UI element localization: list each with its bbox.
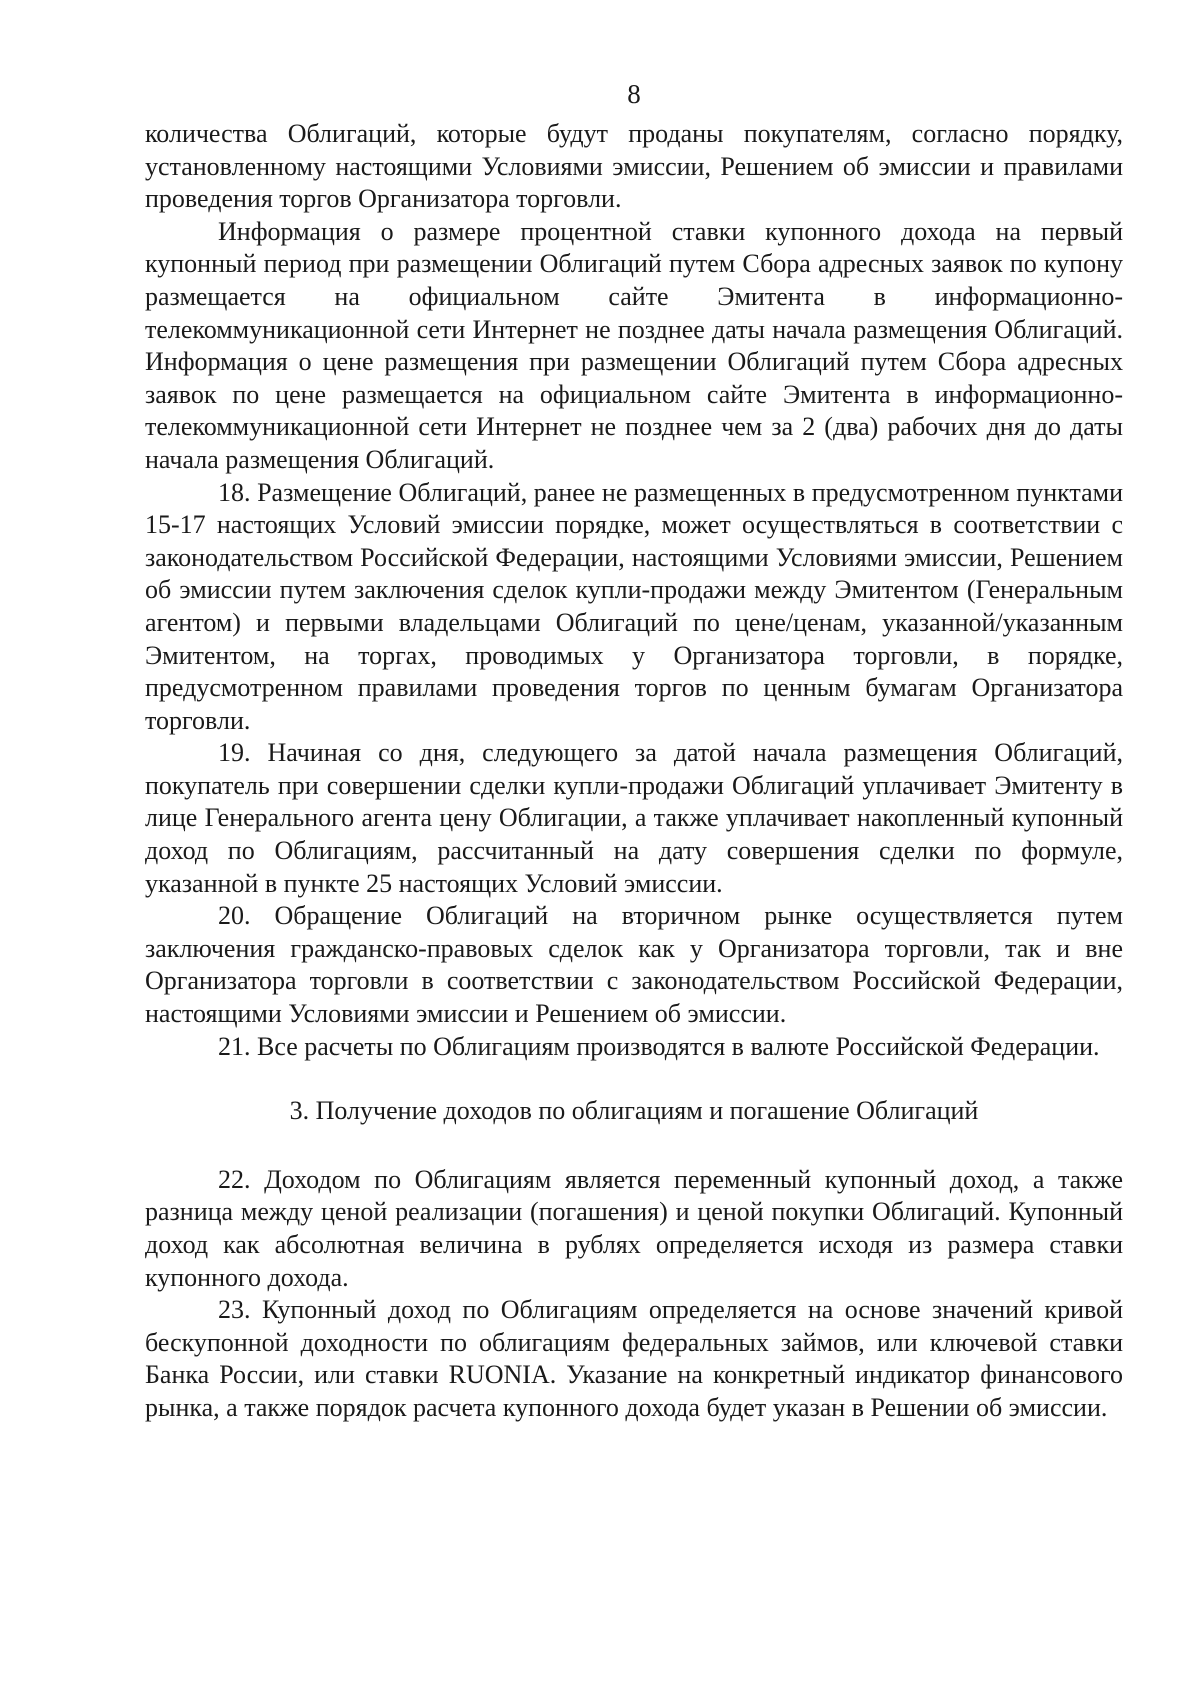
- paragraph-23: 23. Купонный доход по Облигациям определяется на основе значений кривой бескупонной доходности по облигациям федеральных займов, или ключевой ставки Банка России, или ставки RUONIA. Указание на конкретный индикатор финансового рынка, а также порядок расчета купонного дохода будет указан в Решении об эмиссии.: [145, 1295, 1123, 1422]
- paragraph-18: 18. Размещение Облигаций, ранее не размещенных в предусмотренном пунктами 15-17 настоящих Условий эмиссии порядке, может осуществляться в соответствии с законодательством Российской Федерации, настоящими Условиями эмиссии, Решением об эмиссии путем заключения сделок купли-продажи между Эмитентом (Генеральным агентом) и первыми владельцами Облигаций по цене/ценам, указанной/указанным Эмитентом, на торгах, проводимых у Организатора торговли, в порядке, предусмотренном правилами проведения торгов по ценным бумагам Организатора торговли.: [145, 477, 1123, 735]
- page-number: 8: [627, 79, 641, 109]
- paragraph-19: 19. Начиная со дня, следующего за датой начала размещения Облигаций, покупатель при совершении сделки купли-продажи Облигаций уплачивает Эмитенту в лице Генерального агента цену Облигации, а также уплачивает накопленный купонный доход по Облигациям, рассчитанный на дату совершения сделки по формуле, указанной в пункте 25 настоящих Условий эмиссии.: [145, 738, 1123, 898]
- section-heading: 3. Получение доходов по облигациям и погашение Облигаций: [289, 1096, 979, 1126]
- document-page: [145, 78, 1123, 1425]
- paragraph-22: 22. Доходом по Облигациям является переменный купонный доход, а также разница между ценой реализации (погашения) и ценой покупки Облигаций. Купонный доход как абсолютная величина в рублях определяется исходя из размера ставки купонного дохода.: [145, 1164, 1123, 1292]
- paragraph-continuation: количества Облигаций, которые будут проданы покупателям, согласно порядку, установленному настоящими Условиями эмиссии, Решением об эмиссии и правилами проведения торгов Организатора торговли.: [145, 119, 1123, 214]
- paragraph-20: 20. Обращение Облигаций на вторичном рынке осуществляется путем заключения гражданско-правовых сделок как у Организатора торговли, так и вне Организатора торговли в соответствии с законодательством Российской Федерации, настоящими Условиями эмиссии и Решением об эмиссии.: [145, 901, 1123, 1029]
- paragraph-coupon-rate-info: Информация о размере процентной ставки купонного дохода на первый купонный период при размещении Облигаций путем Сбора адресных заявок по купону размещается на официальном сайте Эмитента в информационно-телекоммуникационной сети Интернет не позднее даты начала размещения Облигаций. Информация о цене размещения при размещении Облигаций путем Сбора адресных заявок по цене размещается на официальном сайте Эмитента в информационно-телекоммуникационной сети Интернет не позднее чем за 2 (два) рабочих дня до даты начала размещения Облигаций.: [145, 216, 1123, 474]
- paragraph-21: 21. Все расчеты по Облигациям производятся в валюте Российской Федерации.: [218, 1031, 1100, 1061]
